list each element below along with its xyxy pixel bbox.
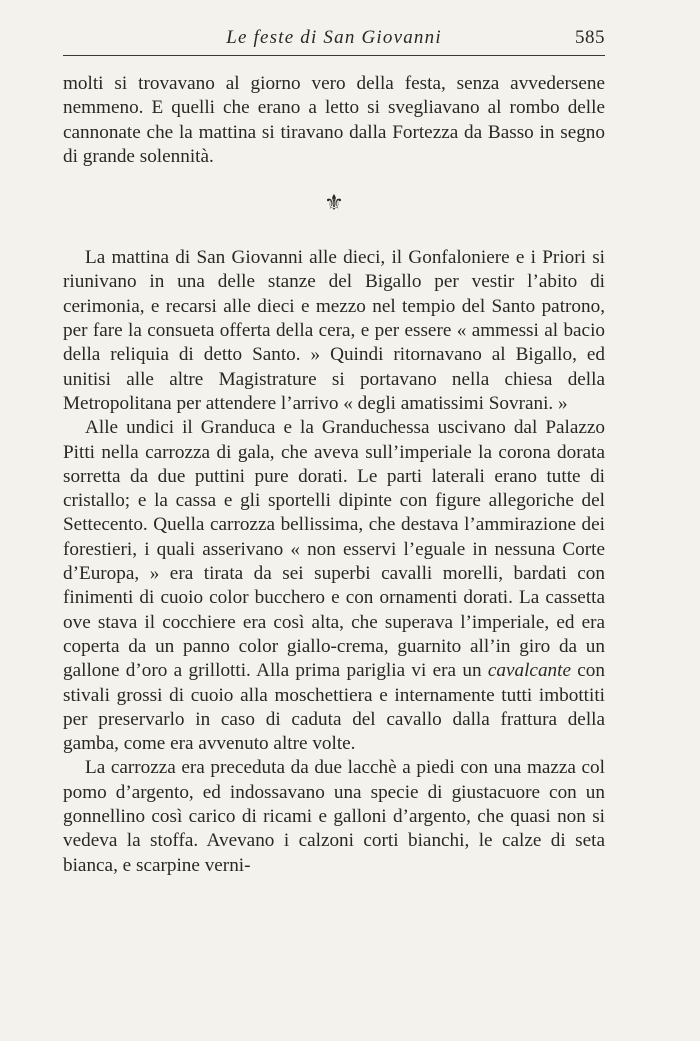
paragraph-3-text-a: Alle undici il Granduca e la Granduchessa uscivano dal Palazzo Pitti nella carrozza di gala, che aveva sull’imperiale la corona dorata sorretta da due puttini pure dorati. Le parti laterali erano tutte di cristallo; e la cassa e gli sportelli dipinte con figure allegoriche del Settecento. Quella carrozza bellissima, che destava l’ammirazione dei forestieri, i quali asserivano « non esservi l’eguale in nessuna Corte d’Europa, » era tirata da sei superbi cavalli morelli, bardati con finimenti di cuoio color bucchero e con ornamenti dorati. La cassetta ove stava il cocchiere era così alta, che superava l’imperiale, ed era coperta da un panno color giallo-crema, guarnito all’in giro da un gallone d’oro a grillotti. Alla prima pariglia vi era un xyxy=(63,417,605,682)
paragraph-4: La carrozza era preceduta da due lacchè a piedi con una mazza col pomo d’argento, ed indossavano una specie di giustacuore con un gonnellino così carico di ricami e galloni d’argento, che quasi non si vedeva la stoffa. Avevano i calzoni corti bianchi, le calze di seta bianca, e scarpine verni- xyxy=(63,757,605,876)
body-text xyxy=(63,72,605,878)
fleur-de-lis-icon: ⚜ xyxy=(324,190,344,216)
running-head xyxy=(63,25,605,56)
running-title: Le feste di San Giovanni xyxy=(226,27,442,48)
paragraph-2: La mattina di San Giovanni alle dieci, il Gonfaloniere e i Priori si riunivano in una delle stanze del Bigallo per vestir l’abito di cerimonia, e recarsi alle dieci e mezzo nel tempio del Santo patrono, per fare la consueta offerta della cera, e per essere « ammessi al bacio della reliquia di detto Santo. » Quindi ritornavano al Bigallo, ed unitisi alle altre Magistrature si portavano nella chiesa della Metropolitana per attendere l’arrivo « degli amatissimi Sovrani. » xyxy=(63,247,605,414)
paragraph-3 xyxy=(63,416,605,756)
paragraph-1: molti si trovavano al giorno vero della festa, senza avvedersene nemmeno. E quelli che erano a letto si svegliavano al rombo delle cannonate che la mattina si tiravano dalla Fortezza da Basso in segno di grande solennità. xyxy=(63,73,605,167)
page-number: 585 xyxy=(575,27,605,48)
paragraph-3-text-b: con stivali grossi di cuoio alla moschettiera e internamente tutti imbottiti per preservarlo in caso di caduta del cavallo dalla frattura della gamba, come era avvenuto altre volte. xyxy=(63,660,605,755)
paragraph-3-italic-term: cavalcante xyxy=(487,660,571,682)
